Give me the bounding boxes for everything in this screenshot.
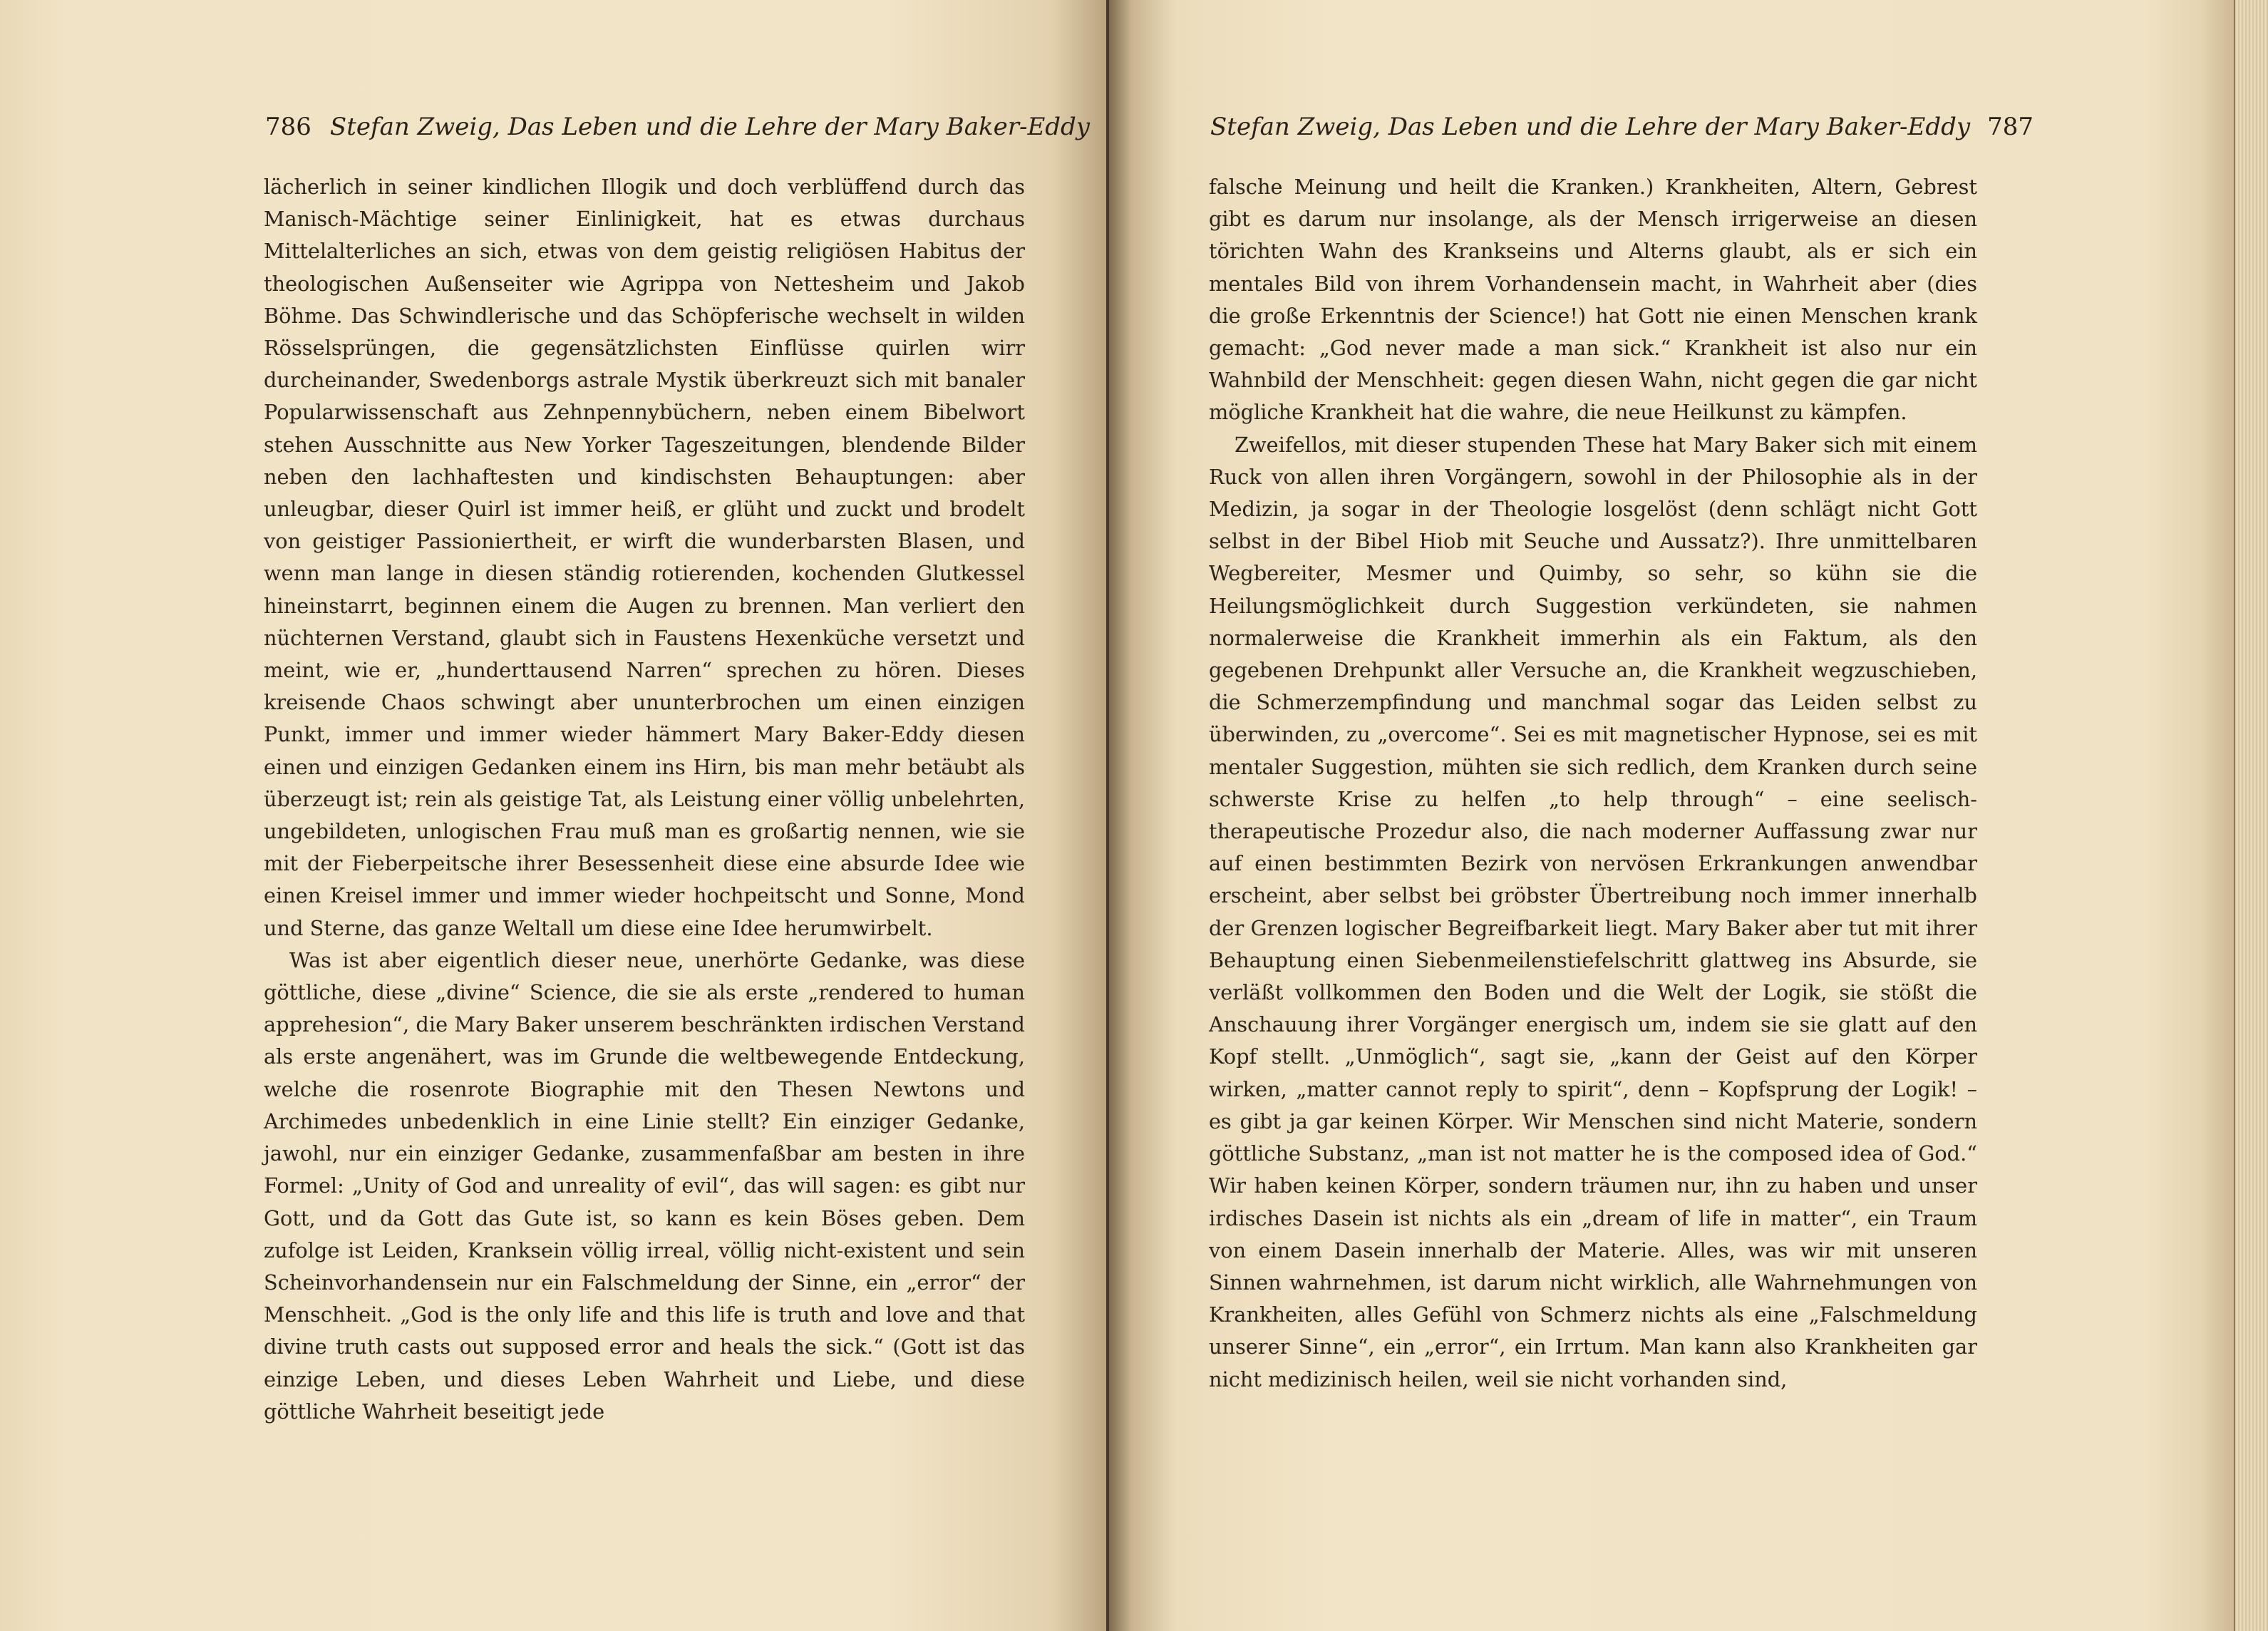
right-paragraph-2: Zweifellos, mit dieser stupenden These hat Mary Baker sich mit einem Ruck von allen ihren Vorgängern, sowohl in der Philosophie als in der Medizin, ja sogar in der Theologie losgelöst (denn schlägt nicht Gott selbst in der Bibel Hiob mit Seuche und Aussatz?). Ihre unmittelbaren Wegbereiter, Mesmer und Quimby, so sehr, so kühn sie die Heilungsmöglichkeit durch Suggestion verkündeten, sie nahmen normalerweise die Krankheit immerhin als ein Faktum, als den gegebenen Drehpunkt aller Versuche an, die Krankheit wegzuschieben, die Schmerzempfindung und manchmal sogar das Leiden selbst zu überwinden, zu „overcome“. Sei es mit magnetischer Hypnose, sei es mit mentaler Suggestion, mühten sie sich redlich, dem Kranken durch seine schwerste Krise zu helfen „to help through“ – eine seelisch-therapeutische Prozedur also, die nach moderner Auffassung zwar nur auf einen bestimmten Bezirk von nervösen Erkrankungen anwendbar erscheint, aber selbst bei gröbster Übertreibung noch immer innerhalb der Grenzen logischer Begreifbarkeit liegt. Mary Baker aber tut mit ihrer Behauptung einen Siebenmeilenstiefelschritt glattweg ins Absurde, sie verläßt vollkommen den Boden und die Welt der Logik, sie stößt die Anschauung ihrer Vorgänger energisch um, indem sie sie glatt auf den Kopf stellt. „Unmöglich“, sagt sie, „kann der Geist auf den Körper wirken, „matter cannot reply to spirit“, denn – Kopfsprung der Logik! – es gibt ja gar keinen Körper. Wir Menschen sind nicht Materie, sondern göttliche Substanz, „man ist not matter he is the composed idea of God.“ Wir haben keinen Körper, sondern träumen nur, ihn zu haben und unser irdisches Dasein ist nichts als ein „dream of life in matter“, ein Traum von einem Dasein innerhalb der Materie. Alles, was wir mit unseren Sinnen wahrnehmen, ist darum nicht wirklich, alle Wahrnehmungen von Krankheiten, alles Gefühl von Schmerz nichts als eine „Falschmeldung unserer Sinne“, ein „error“, ein Irrtum. Man kann also Krankheiten gar nicht medizinisch heilen, weil sie nicht vorhanden sind, bbox=[1209, 432, 1977, 1391]
left-paragraph-1: lächerlich in seiner kindlichen Illogik und doch verblüffend durch das Manisch-Mächtige seiner Einlinigkeit, hat es etwas durchaus Mittelalterliches an sich, etwas von dem geistig religiösen Habitus der theologischen Außenseiter wie Agrippa von Nettesheim und Jakob Böhme. Das Schwindlerische und das Schöpferische wechselt in wilden Rösselsprüngen, die gegensätzlichsten Einflüsse quirlen wirr durcheinander, Swedenborgs astrale Mystik überkreuzt sich mit banaler Popularwissenschaft aus Zehnpennybüchern, neben einem Bibelwort stehen Ausschnitte aus New Yorker Tageszeitungen, blendende Bilder neben den lachhaftesten und kindischsten Behauptungen: aber unleugbar, dieser Quirl ist immer heiß, er glüht und zuckt und brodelt von geistiger Passioniertheit, er wirft die wunderbarsten Blasen, und wenn man lange in diesen ständig rotierenden, kochenden Glutkessel hineinstarrt, beginnen einem die Augen zu brennen. Man verliert den nüchternen Verstand, glaubt sich in Faustens Hexenküche versetzt und meint, wie er, „hunderttausend Narren“ sprechen zu hören. Dieses kreisende Chaos schwingt aber ununterbrochen um einen einzigen Punkt, immer und immer wieder hämmert Mary Baker-Eddy diesen einen und einzigen Gedanken einem ins Hirn, bis man mehr betäubt als überzeugt ist; rein als geistige Tat, als Leistung einer völlig unbelehrten, ungebildeten, unlogischen Frau muß man es großartig nennen, wie sie mit der Fieberpeitsche ihrer Besessenheit diese eine absurde Idee wie einen Kreisel immer und immer wieder hochpeitscht und Sonne, Mond und Sterne, das ganze Weltall um diese eine Idee herumwirbelt. bbox=[264, 175, 1025, 940]
left-page-body bbox=[264, 171, 1025, 1428]
right-page-body bbox=[1209, 171, 1977, 1396]
left-page bbox=[0, 0, 1106, 1631]
right-paragraph-1: falsche Meinung und heilt die Kranken.) Krankheiten, Altern, Gebrest gibt es darum nur insolange, als der Mensch irrigerweise an diesen törichten Wahn des Krankseins und Alterns glaubt, als er sich ein mentales Bild von ihrem Vorhandensein macht, in Wahrheit aber (dies die große Erkenntnis der Science!) hat Gott nie einen Menschen krank gemacht: „God never made a man sick.“ Krankheit ist also nur ein Wahnbild der Menschheit: gegen diesen Wahn, nicht gegen die gar nicht mögliche Krankheit hat die wahre, die neue Heilkunst zu kämpfen. bbox=[1209, 175, 1977, 425]
right-running-head: Stefan Zweig, Das Leben und die Lehre der Mary Baker-Eddy bbox=[1210, 113, 1971, 141]
left-page-number: 786 bbox=[265, 113, 311, 141]
left-running-head: Stefan Zweig, Das Leben und die Lehre der Mary Baker-Eddy bbox=[329, 113, 1091, 141]
left-page-header bbox=[265, 113, 1090, 141]
right-page-header bbox=[1210, 113, 2034, 141]
right-page bbox=[1109, 0, 2235, 1631]
page-block-edge bbox=[2234, 0, 2268, 1631]
right-page-number: 787 bbox=[1987, 113, 2034, 141]
left-paragraph-2: Was ist aber eigentlich dieser neue, unerhörte Gedanke, was diese göttliche, diese „divine“ Science, die sie als erste „rendered to human apprehesion“, die Mary Baker unserem beschränkten irdischen Verstand als erste angenähert, was im Grunde die weltbewegende Entdeckung, welche die rosenrote Biographie mit den Thesen Newtons und Archimedes unbedenklich in eine Linie stellt? Ein einziger Gedanke, jawohl, nur ein einziger Gedanke, zusammenfaßbar am besten in ihre Formel: „Unity of God and unreality of evil“, das will sagen: es gibt nur Gott, und da Gott das Gute ist, so kann es kein Böses geben. Dem zufolge ist Leiden, Kranksein völlig irreal, völlig nicht-existent und sein Scheinvorhandensein nur ein Falschmeldung der Sinne, ein „error“ der Menschheit. „God is the only life and this life is truth and love and that divine truth casts out supposed error and heals the sick.“ (Gott ist das einzige Leben, und dieses Leben Wahrheit und Liebe, und diese göttliche Wahrheit beseitigt jede bbox=[264, 947, 1025, 1424]
